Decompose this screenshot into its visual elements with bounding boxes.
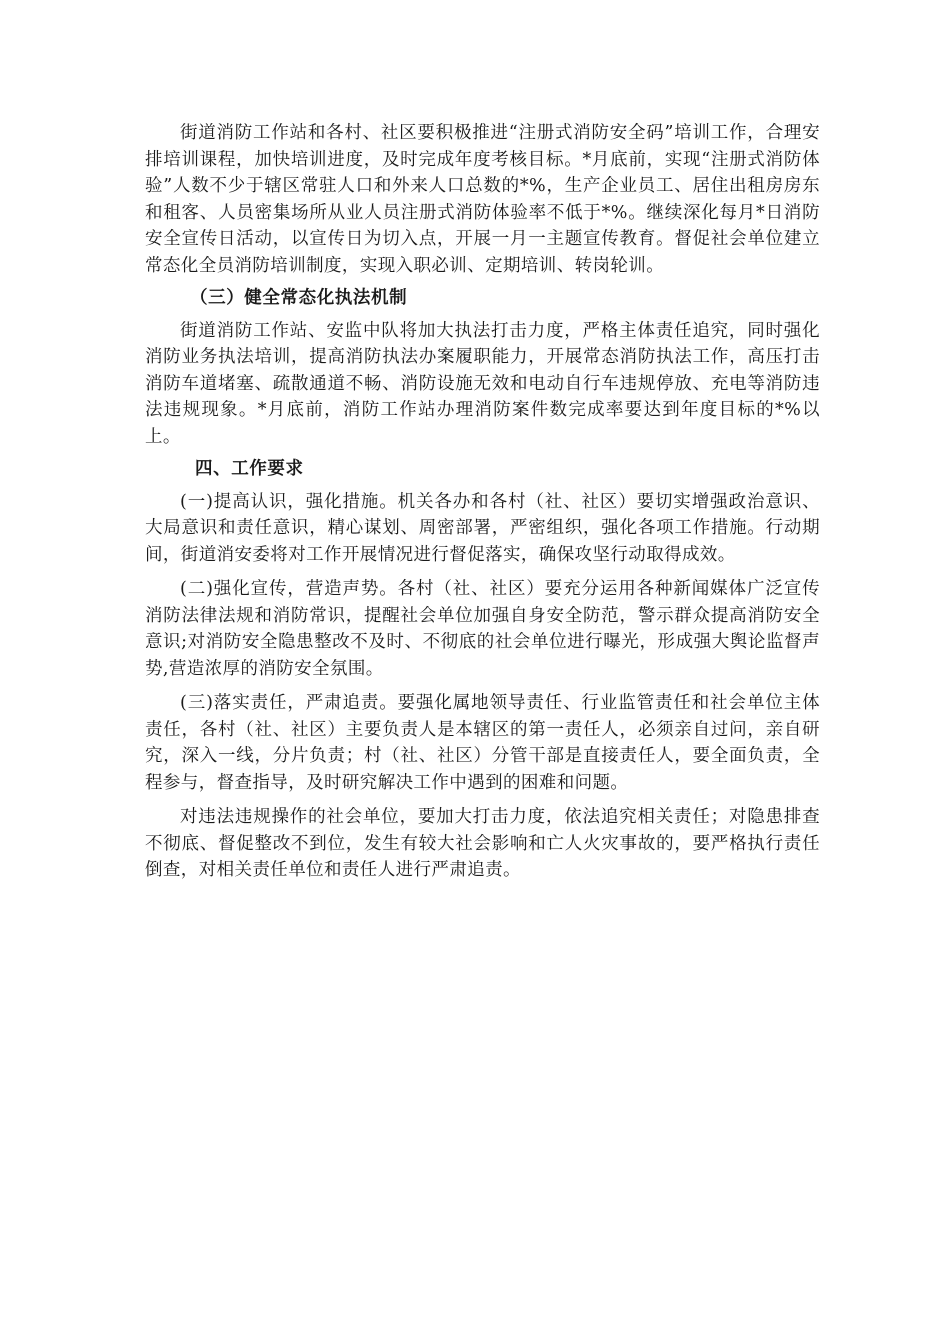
- paragraph-requirement-1: (一)提高认识，强化措施。机关各办和各村（社、社区）要切实增强政治意识、大局意识和责任意识，精心谋划、周密部署，严密组织，强化各项工作措施。行动期间，街道消安委将对工作开展情况进行督促落实，确保攻坚行动取得成效。: [145, 491, 820, 565]
- document-page: [145, 120, 820, 884]
- paragraph-accountability: 对违法违规操作的社会单位，要加大打击力度，依法追究相关责任；对隐患排查不彻底、督促整改不到位，发生有较大社会影响和亡人火灾事故的，要严格执行责任倒查，对相关责任单位和责任人进行严肃追责。: [145, 807, 820, 880]
- heading-work-requirements: 四、工作要求: [195, 459, 304, 479]
- paragraph-training: 街道消防工作站和各村、社区要积极推进“注册式消防安全码”培训工作，合理安排培训课程，加快培训进度，及时完成年度考核目标。*月底前，实现“注册式消防体验”人数不少于辖区常驻人口和外来人口总数的*%，生产企业员工、居住出租房房东和租客、人员密集场所从业人员注册式消防体验率不低于*%。继续深化每月*日消防安全宣传日活动，以宣传日为切入点，开展一月一主题宣传教育。督促社会单位建立常态化全员消防培训制度，实现入职必训、定期培训、转岗轮训。: [145, 123, 820, 276]
- paragraph-requirement-3: (三)落实责任，严肃追责。要强化属地领导责任、行业监管责任和社会单位主体责任，各村（社、社区）主要负责人是本辖区的第一责任人，必须亲自过问，亲自研究，深入一线，分片负责；村（社、社区）分管干部是直接责任人，要全面负责，全程参与，督查指导，及时研究解决工作中遇到的困难和问题。: [145, 693, 820, 793]
- paragraph-enforcement: 街道消防工作站、安监中队将加大执法打击力度，严格主体责任追究，同时强化消防业务执法培训，提高消防执法办案履职能力，开展常态消防执法工作，高压打击消防车道堵塞、疏散通道不畅、消防设施无效和电动自行车违规停放、充电等消防违法违规现象。*月底前，消防工作站办理消防案件数完成率要达到年度目标的*%以上。: [145, 320, 820, 447]
- paragraph-requirement-2: (二)强化宣传，营造声势。各村（社、社区）要充分运用各种新闻媒体广泛宣传消防法律法规和消防常识，提醒社会单位加强自身安全防范，警示群众提高消防安全意识;对消防安全隐患整改不及时、不彻底的社会单位进行曝光，形成强大舆论监督声势,营造浓厚的消防安全氛围。: [145, 579, 820, 679]
- heading-enforcement-mechanism: （三）健全常态化执法机制: [190, 288, 408, 308]
